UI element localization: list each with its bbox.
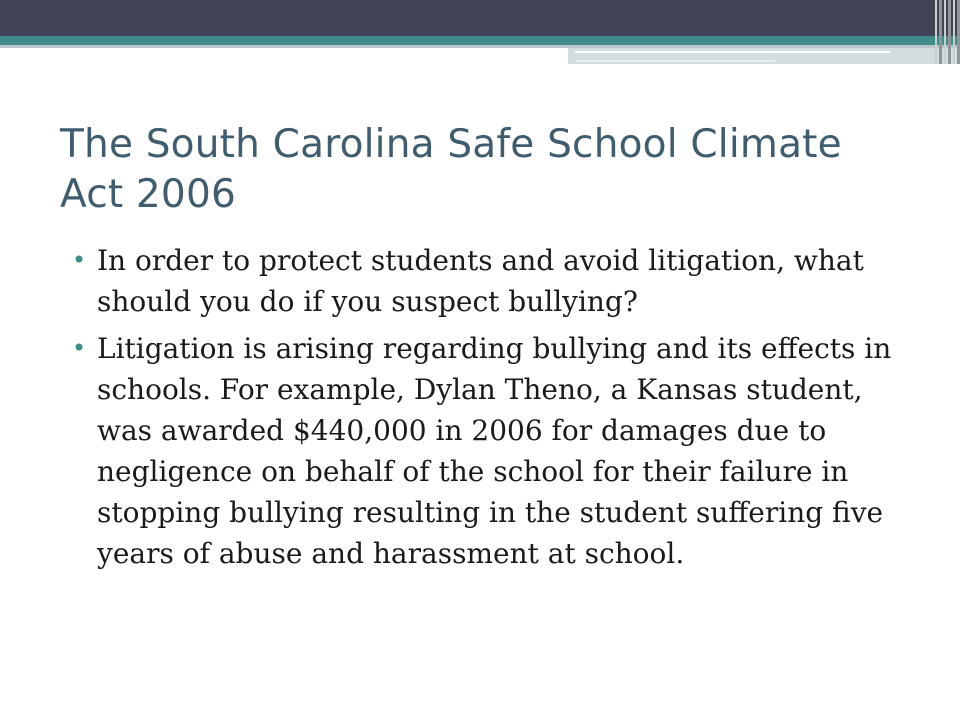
bullet-item [60,328,920,574]
header-corner-stripes [930,0,960,64]
header-rule-line-short [575,60,775,62]
bullet-dot-icon: • [72,246,87,274]
header-accent-band [0,36,960,45]
header-bar [0,0,960,36]
bullet-list [60,240,920,580]
bullet-dot-icon: • [72,334,87,362]
bullet-text: In order to protect students and avoid litigation, what should you do if you suspect bullying? [97,244,864,318]
bullet-item [60,240,920,322]
slide-title: The South Carolina Safe School Climate Act 2006 [60,122,842,217]
header-rule-line [575,51,890,53]
bullet-text: Litigation is arising regarding bullying and its effects in schools. For example, Dylan Theno, a Kansas student, was awarded $440,000 in 2006 for damages due to negligence on behalf of the school for their failure in stopping bullying resulting in the student suffering five years of abuse and harassment at school. [97,332,892,570]
